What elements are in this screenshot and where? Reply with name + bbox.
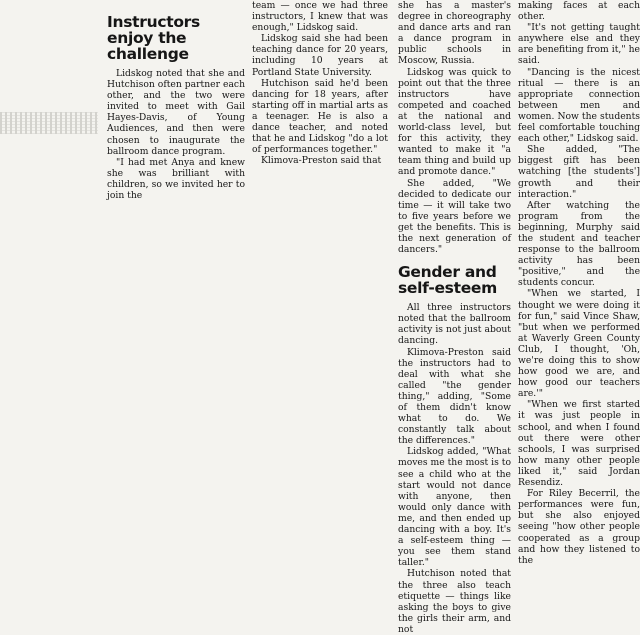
- column-2: [252, 0, 388, 439]
- paragraph: Hutchison noted that the three also teach etiquette — things like asking the boys to give the girls their arm, and not: [398, 568, 511, 635]
- scan-smudge: [0, 112, 98, 134]
- paragraph: "It's not getting taught anywhere else and they are benefiting from it," he said.: [518, 22, 640, 67]
- column-4: [518, 0, 640, 566]
- paragraph: After watching the program from the beginning, Murphy said the student and teacher response to the ballroom activity has been "positive," and the students concur.: [518, 199, 640, 289]
- paragraph: She added, "The biggest gift has been watching [the students'] growth and their interaction.": [518, 144, 640, 200]
- column-3: [398, 0, 511, 635]
- paragraph: Klimova-Preston said that: [261, 155, 382, 167]
- paragraph: Lidskog noted that she and Hutchison often partner each other, and the two were invited to meet with Gail Hayes-Davis, of Young Audiences, and then were chosen to inaugurate the ballroom dance program.: [107, 68, 245, 157]
- paragraph: "When we started, I thought we were doing it for fun," said Vince Shaw, "but when we performed at Waverly Green County Club, I thought, 'Oh, we're doing this to show how good we are, and how good our teachers are.'": [518, 288, 640, 400]
- paragraph: "I had met Anya and knew she was brilliant with children, so we invited her to join the: [107, 156, 245, 202]
- paragraph: "Dancing is the nicest ritual — there is an appropriate connection between men and women. Now the students feel comfortable touching each other," Lidskog said.: [518, 66, 640, 145]
- paragraph: Lidskog added, "What moves me the most is to see a child who at the start would not dance with anyone, then would only dance with me, and then ended up dancing with a boy. It's a self-esteem thing — you see them stand taller.": [398, 446, 511, 569]
- paragraph: she has a master's degree in choreography and dance arts and ran a dance program in public schools in Moscow, Russia.: [398, 0, 511, 67]
- section-heading-instructors: Instructors enjoy the challenge: [107, 13, 200, 63]
- paragraph: making faces at each other.: [518, 0, 640, 23]
- paragraph: She added, "We decided to dedicate our time — it will take two to five years before we get the benefits. This is the next generation of dancers.": [398, 177, 511, 256]
- paragraph: "When we first started it was just people in school, and when I found out there were other schools, I was surprised how many other people liked it," said Jordan Resendiz.: [518, 399, 640, 489]
- column-1: [107, 14, 245, 439]
- paragraph: All three instructors noted that the ballroom activity is not just about dancing.: [398, 302, 511, 347]
- paragraph: team — once we had three instructors, I knew that was enough," Lidskog said.: [252, 0, 388, 34]
- paragraph: Lidskog was quick to point out that the three instructors have competed and coached at the national and world-class level, but for this activity, they wanted to make it "a team thing and build up and promote dance.": [398, 66, 511, 178]
- paragraph: Klimova-Preston said the instructors had to deal with what she called "the gender thing," adding, "Some of them didn't know what to do. We constantly talk about the differences.": [398, 346, 511, 447]
- paragraph: Lidskog said she had been teaching dance for 20 years, including 10 years at Portland State University.: [252, 33, 388, 78]
- section-heading-gender: Gender and self-esteem: [398, 263, 497, 298]
- paragraph: Hutchison said he'd been dancing for 18 years, after starting off in martial arts as a teenager. He is also a dance teacher, and noted that he and Lidskog "do a lot of performances together.": [252, 77, 388, 156]
- paragraph: For Riley Becerril, the performances were fun, but she also enjoyed seeing "how other people cooperated as a group and how they listened to the: [518, 488, 640, 566]
